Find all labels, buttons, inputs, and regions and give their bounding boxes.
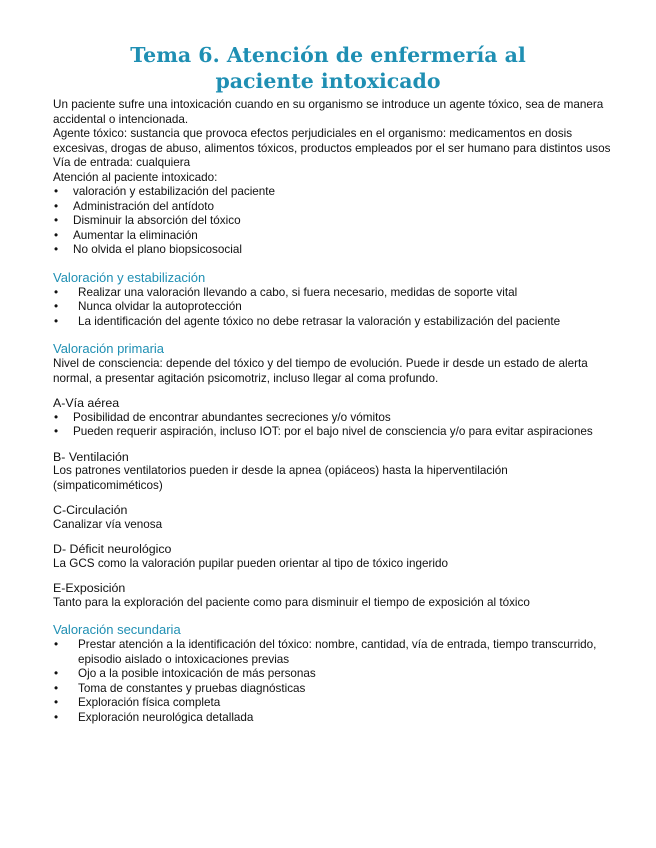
list-item: • Pueden requerir aspiración, incluso IOT: por el bajo nivel de consciencia y/o para evitar aspiraciones [53, 425, 613, 440]
list-item: • Exploración física completa [53, 696, 613, 711]
list-item: • Aumentar la eliminación [53, 229, 613, 244]
list-item: • Ojo a la posible intoxicación de más personas [53, 667, 613, 682]
page-title-line-2: paciente intoxicado [215, 69, 441, 93]
list-item: • No olvida el plano biopsicosocial [53, 243, 613, 258]
list-item: • Nunca olvidar la autoprotección [53, 300, 613, 315]
nivel-consciencia-paragraph: Nivel de consciencia: depende del tóxico y del tiempo de evolución. Puede ir desde un estado de alerta normal, a presentar agitación psicomotriz, incluso llegar al coma profundo. [53, 357, 588, 385]
list-item: • La identificación del agente tóxico no debe retrasar la valoración y estabilización del paciente [53, 315, 613, 330]
via-aerea-heading: A-Vía aérea [53, 396, 120, 410]
deficit-neurologico-text: La GCS como la valoración pupilar pueden orientar al tipo de tóxico ingerido [53, 556, 449, 570]
exposicion-text: Tanto para la exploración del paciente como para disminuir el tiempo de exposición al tóxico [53, 595, 530, 609]
list-item: • Administración del antídoto [53, 200, 613, 215]
list-item: • Realizar una valoración llevando a cabo, si fuera necesario, medidas de soporte vital [53, 286, 613, 301]
valoracion-estabilizacion-list [53, 286, 613, 330]
deficit-neurologico-heading: D- Déficit neurológico [53, 542, 172, 556]
intro-paragraph: Un paciente sufre una intoxicación cuando en su organismo se introduce un agente tóxico, sea de manera accidental o intencionada. [53, 98, 604, 126]
list-item: • Toma de constantes y pruebas diagnósticas [53, 682, 613, 697]
exposicion-heading: E-Exposición [53, 581, 126, 595]
via-aerea-list [53, 411, 613, 440]
section-heading-valoracion-primaria: Valoración primaria [53, 341, 165, 356]
list-item: • valoración y estabilización del paciente [53, 185, 613, 200]
ventilacion-text: Los patrones ventilatorios pueden ir desde la apnea (opiáceos) hasta la hiperventilación (simpaticomiméticos) [53, 464, 508, 492]
circulacion-text: Canalizar vía venosa [53, 517, 163, 531]
valoracion-secundaria-list [53, 638, 613, 725]
list-item: • Prestar atención a la identificación del tóxico: nombre, cantidad, vía de entrada, tiempo transcurrido, episodio aislado o intoxicaciones previas [53, 638, 613, 667]
via-entrada-line: Vía de entrada: cualquiera [53, 156, 191, 169]
circulacion-heading: C-Circulación [53, 503, 128, 517]
document-body [53, 98, 613, 725]
page-title [0, 42, 656, 94]
ventilacion-heading: B- Ventilación [53, 449, 129, 464]
atencion-list [53, 185, 613, 258]
list-item: • Disminuir la absorción del tóxico [53, 214, 613, 229]
section-heading-valoracion-secundaria: Valoración secundaria [53, 622, 181, 637]
list-item: • Exploración neurológica detallada [53, 711, 613, 726]
section-heading-valoracion-estabilizacion: Valoración y estabilización [53, 269, 206, 285]
page-title-line-1: Tema 6. Atención de enfermería al [130, 43, 526, 67]
list-item: • Posibilidad de encontrar abundantes secreciones y/o vómitos [53, 411, 613, 426]
atencion-heading: Atención al paciente intoxicado: [53, 170, 218, 184]
agente-toxico-definition: Agente tóxico: sustancia que provoca efectos perjudiciales en el organismo: medicamentos en dosis excesivas, drogas de abuso, alimentos tóxicos, productos empleados por el ser humano para distintos usos [53, 127, 611, 155]
